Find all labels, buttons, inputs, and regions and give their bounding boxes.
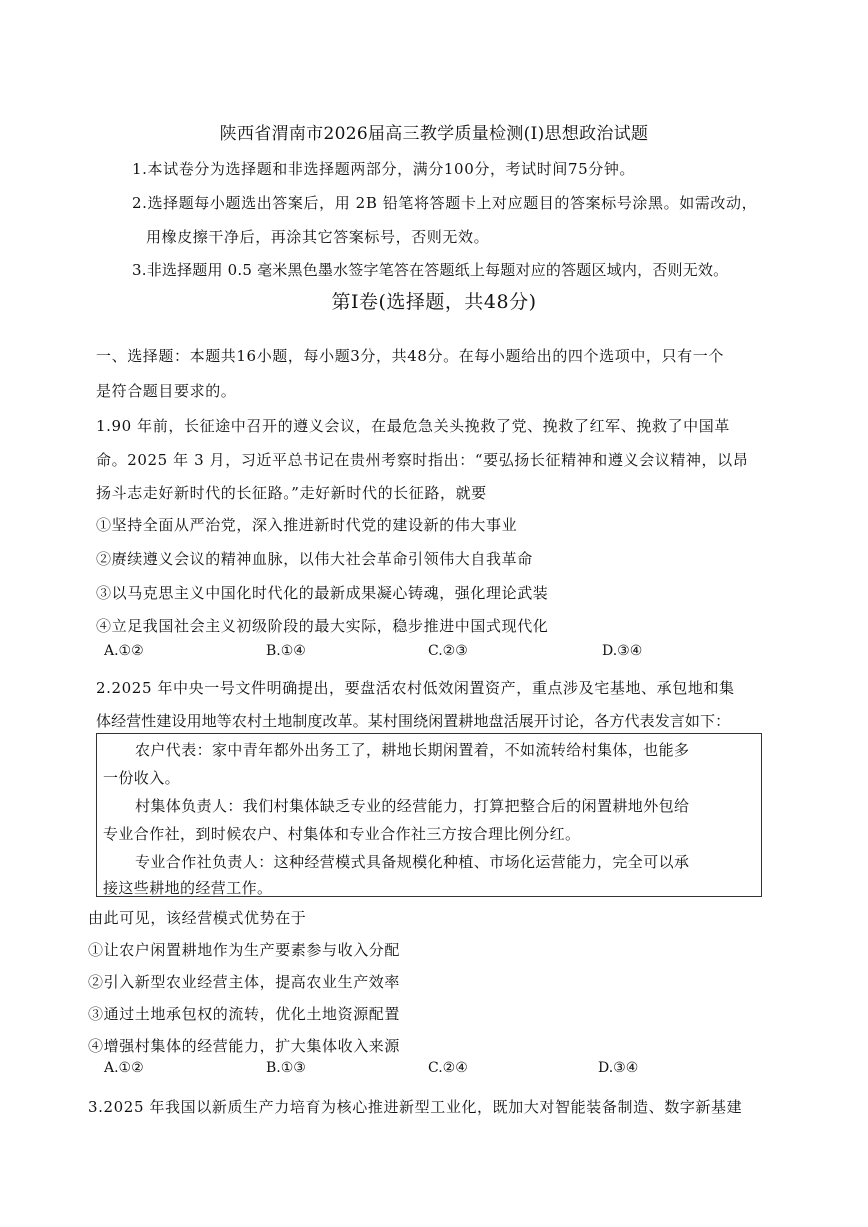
q1-option-a: A.①② — [104, 643, 144, 659]
q2-box-line-6: 接这些耕地的经营工作。 — [103, 879, 273, 897]
q2-option-c: C.②④ — [428, 1060, 468, 1076]
section-intro-line-1: 一、选择题：本题共16小题，每小题3分，共48分。在每小题给出的四个选项中，只有一个 — [96, 347, 724, 365]
q2-stem-line-2: 体经营性建设用地等农村土地制度改革。某村围绕闲置耕地盘活展开讨论，各方代表发言如下： — [96, 712, 731, 730]
q2-item-3: ③通过土地承包权的流转，优化土地资源配置 — [88, 1005, 401, 1023]
q2-lead: 由此可见，该经营模式优势在于 — [88, 909, 307, 927]
q3-stem-line-1: 3.2025 年我国以新质生产力培育为核心推进新型工业化，既加大对智能装备制造、数字新基建 — [88, 1098, 743, 1116]
q1-option-b: B.①④ — [266, 643, 306, 659]
q2-box-line-3: 村集体负责人：我们村集体缺乏专业的经营能力，打算把整合后的闲置耕地外包给 — [135, 797, 690, 815]
instruction-2-cont: 用橡皮擦干净后，再涂其它答案标号，否则无效。 — [146, 228, 490, 246]
q2-item-4: ④增强村集体的经营能力，扩大集体收入来源 — [88, 1037, 401, 1055]
q1-option-c: C.②③ — [428, 643, 468, 659]
q1-stem-line-2: 命。2025 年 3 月，习近平总书记在贵州考察时指出：“要弘扬长征精神和遵义会议精神，以昂 — [96, 451, 749, 469]
q1-option-d: D.③④ — [602, 643, 643, 659]
q2-option-a: A.①② — [104, 1060, 144, 1076]
q2-option-b: B.①③ — [266, 1060, 306, 1076]
q2-item-2: ②引入新型农业经营主体，提高农业生产效率 — [88, 973, 401, 991]
q2-quote-box — [96, 733, 762, 897]
q2-box-line-4: 专业合作社，到时候农户、村集体和专业合作社三方按合理比例分红。 — [103, 825, 581, 843]
instruction-3: 3.非选择题用 0.5 毫米黑色墨水签字笔答在答题纸上每题对应的答题区域内，否则无效。 — [132, 261, 729, 279]
section-title: 第Ⅰ卷(选择题，共48分) — [331, 291, 537, 313]
q1-item-1: ①坚持全面从严治党，深入推进新时代党的建设新的伟大事业 — [96, 516, 518, 534]
instruction-2: 2.选择题每小题选出答案后，用 2B 铅笔将答题卡上对应题目的答案标号涂黑。如需改动， — [132, 194, 758, 212]
q2-box-line-1: 农户代表：家中青年都外出务工了，耕地长期闲置着，不如流转给村集体，也能多 — [135, 741, 690, 759]
section-intro-line-2: 是符合题目要求的。 — [96, 382, 237, 400]
instruction-1: 1.本试卷分为选择题和非选择题两部分，满分100分，考试时间75分钟。 — [132, 160, 636, 178]
q1-item-2: ②赓续遵义会议的精神血脉，以伟大社会革命引领伟大自我革命 — [96, 550, 533, 568]
q2-box-line-2: 一份收入。 — [103, 769, 181, 787]
q1-stem-line-3: 扬斗志走好新时代的长征路。”走好新时代的长征路，就要 — [96, 484, 487, 502]
q1-item-4: ④立足我国社会主义初级阶段的最大实际，稳步推进中国式现代化 — [96, 617, 549, 635]
q2-box-line-5: 专业合作社负责人：这种经营模式具备规模化种植、市场化运营能力，完全可以承 — [135, 853, 690, 871]
page-title: 陕西省渭南市2026届高三教学质量检测(Ⅰ)思想政治试题 — [219, 124, 649, 144]
q2-stem-line-1: 2.2025 年中央一号文件明确提出，要盘活农村低效闲置资产，重点涉及宅基地、承包地和集 — [96, 679, 735, 697]
q1-item-3: ③以马克思主义中国化时代化的最新成果凝心铸魂，强化理论武装 — [96, 584, 549, 602]
q1-stem-line-1: 1.90 年前，长征途中召开的遵义会议，在最危急关头挽救了党、挽救了红军、挽救了中国革 — [96, 417, 730, 435]
q2-item-1: ①让农户闲置耕地作为生产要素参与收入分配 — [88, 941, 401, 959]
q2-option-d: D.③④ — [598, 1060, 639, 1076]
